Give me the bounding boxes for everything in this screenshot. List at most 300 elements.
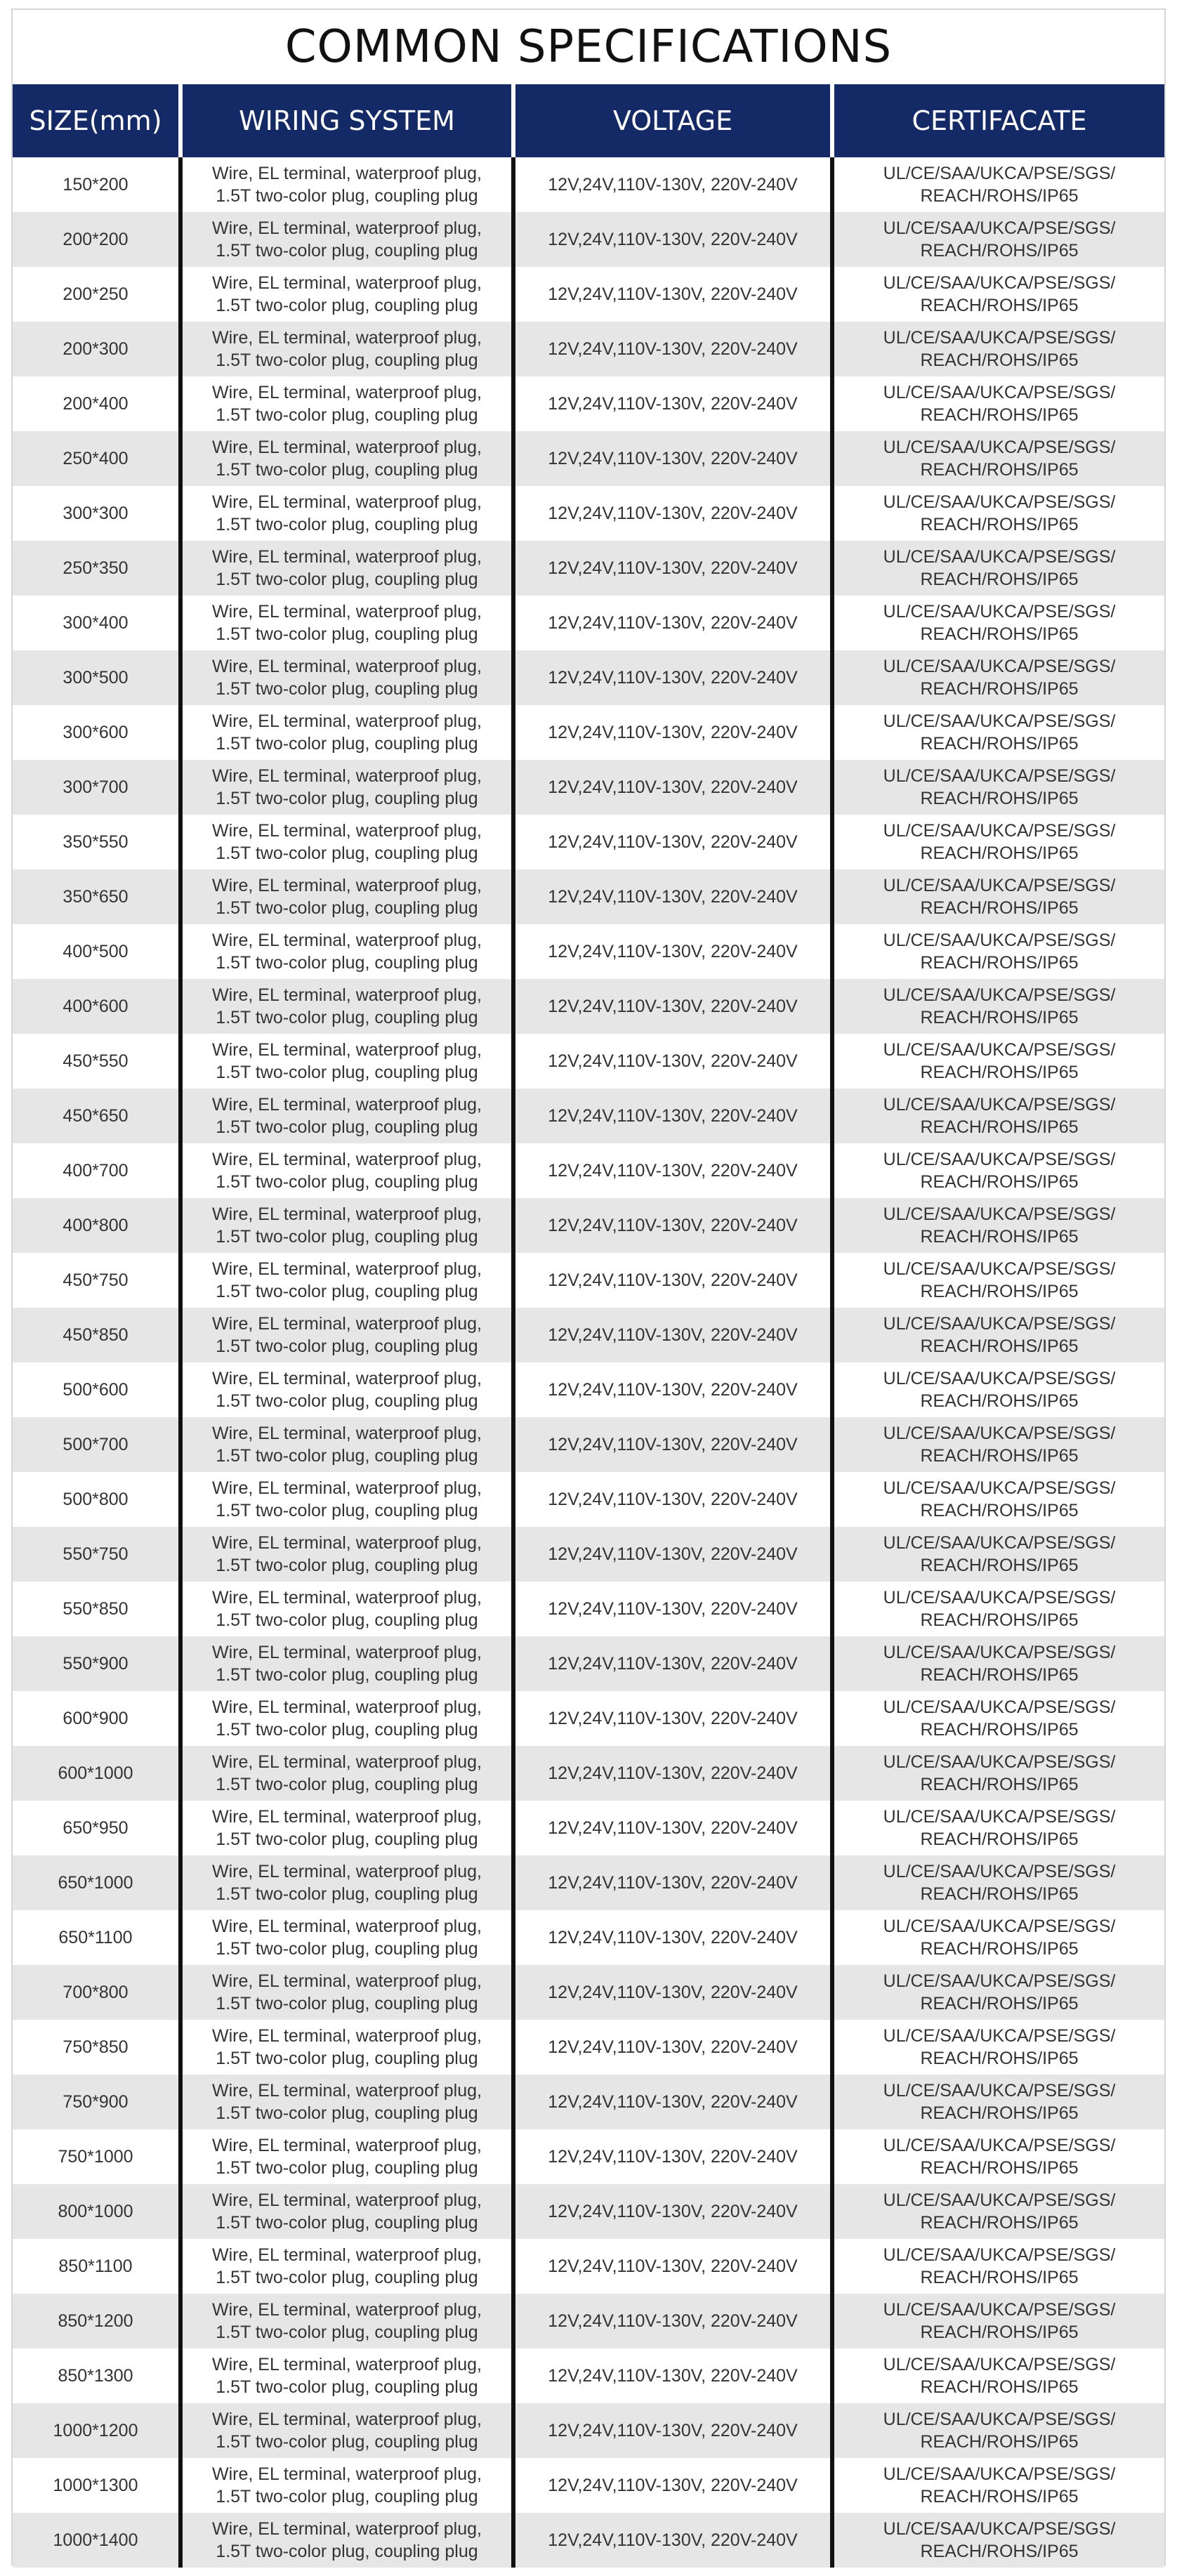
certificate-line-1: UL/CE/SAA/UKCA/PSE/SGS/ [883, 164, 1116, 183]
certificate-line-2: REACH/ROHS/IP65 [920, 1610, 1079, 1630]
size-cell: 850*1100 [13, 2239, 180, 2294]
certificate-line-2: REACH/ROHS/IP65 [920, 1063, 1079, 1082]
certificate-cell [832, 212, 1164, 267]
certificate-cell [832, 760, 1164, 815]
wiring-system-cell [180, 705, 513, 760]
certificate-cell [832, 1198, 1164, 1253]
certificate-cell [832, 1308, 1164, 1362]
wiring-line-2: 1.5T two-color plug, coupling plug [216, 2268, 478, 2287]
certificate-line-1: UL/CE/SAA/UKCA/PSE/SGS/ [883, 2190, 1116, 2210]
certificate-line-1: UL/CE/SAA/UKCA/PSE/SGS/ [883, 1095, 1116, 1115]
wiring-system-cell [180, 1527, 513, 1582]
certificate-line-1: UL/CE/SAA/UKCA/PSE/SGS/ [883, 1643, 1116, 1662]
wiring-system-cell [180, 2403, 513, 2458]
wiring-system-cell [180, 815, 513, 869]
certificate-cell [832, 1636, 1164, 1691]
certificate-cell [832, 869, 1164, 924]
table-row [13, 2020, 1164, 2075]
wiring-line-2: 1.5T two-color plug, coupling plug [216, 2103, 478, 2123]
wiring-line-2: 1.5T two-color plug, coupling plug [216, 1829, 478, 1849]
wiring-line-2: 1.5T two-color plug, coupling plug [216, 1063, 478, 1082]
wiring-line-1: Wire, EL terminal, waterproof plug, [212, 1862, 482, 1881]
wiring-line-1: Wire, EL terminal, waterproof plug, [212, 1533, 482, 1553]
wiring-line-1: Wire, EL terminal, waterproof plug, [212, 1752, 482, 1772]
certificate-line-2: REACH/ROHS/IP65 [920, 1665, 1079, 1685]
header-certificate: CERTIFACATE [832, 84, 1164, 157]
certificate-line-1: UL/CE/SAA/UKCA/PSE/SGS/ [883, 1971, 1116, 1991]
wiring-line-1: Wire, EL terminal, waterproof plug, [212, 657, 482, 676]
certificate-line-2: REACH/ROHS/IP65 [920, 2213, 1079, 2233]
certificate-cell [832, 1746, 1164, 1801]
voltage-cell: 12V,24V,110V-130V, 220V-240V [513, 815, 832, 869]
wiring-line-2: 1.5T two-color plug, coupling plug [216, 679, 478, 699]
voltage-cell: 12V,24V,110V-130V, 220V-240V [513, 596, 832, 650]
certificate-cell [832, 924, 1164, 979]
wiring-line-1: Wire, EL terminal, waterproof plug, [212, 1971, 482, 1991]
certificate-cell [832, 1910, 1164, 1965]
certificate-cell [832, 431, 1164, 486]
table-row [13, 1198, 1164, 1253]
certificate-line-1: UL/CE/SAA/UKCA/PSE/SGS/ [883, 1150, 1116, 1169]
voltage-cell: 12V,24V,110V-130V, 220V-240V [513, 157, 832, 212]
table-row [13, 1362, 1164, 1417]
wiring-line-2: 1.5T two-color plug, coupling plug [216, 1282, 478, 1301]
voltage-cell: 12V,24V,110V-130V, 220V-240V [513, 2513, 832, 2568]
wiring-system-cell [180, 1746, 513, 1801]
wiring-line-1: Wire, EL terminal, waterproof plug, [212, 218, 482, 238]
table-row [13, 322, 1164, 376]
certificate-cell [832, 1582, 1164, 1636]
certificate-line-2: REACH/ROHS/IP65 [920, 2377, 1079, 2397]
wiring-line-1: Wire, EL terminal, waterproof plug, [212, 1204, 482, 1224]
voltage-cell: 12V,24V,110V-130V, 220V-240V [513, 1253, 832, 1308]
voltage-cell: 12V,24V,110V-130V, 220V-240V [513, 431, 832, 486]
table-row [13, 1143, 1164, 1198]
certificate-line-2: REACH/ROHS/IP65 [920, 734, 1079, 754]
certificate-line-1: UL/CE/SAA/UKCA/PSE/SGS/ [883, 1752, 1116, 1772]
certificate-line-1: UL/CE/SAA/UKCA/PSE/SGS/ [883, 876, 1116, 895]
size-cell: 200*250 [13, 267, 180, 322]
size-cell: 400*500 [13, 924, 180, 979]
voltage-cell: 12V,24V,110V-130V, 220V-240V [513, 2294, 832, 2348]
wiring-line-2: 1.5T two-color plug, coupling plug [216, 296, 478, 315]
table-row [13, 267, 1164, 322]
voltage-cell: 12V,24V,110V-130V, 220V-240V [513, 2020, 832, 2075]
wiring-line-1: Wire, EL terminal, waterproof plug, [212, 2136, 482, 2155]
certificate-line-2: REACH/ROHS/IP65 [920, 2322, 1079, 2342]
table-row [13, 2075, 1164, 2129]
wiring-line-2: 1.5T two-color plug, coupling plug [216, 1172, 478, 1192]
wiring-line-2: 1.5T two-color plug, coupling plug [216, 1556, 478, 1575]
wiring-line-2: 1.5T two-color plug, coupling plug [216, 1117, 478, 1137]
wiring-line-1: Wire, EL terminal, waterproof plug, [212, 438, 482, 457]
certificate-line-1: UL/CE/SAA/UKCA/PSE/SGS/ [883, 2026, 1116, 2046]
wiring-line-1: Wire, EL terminal, waterproof plug, [212, 383, 482, 402]
certificate-line-1: UL/CE/SAA/UKCA/PSE/SGS/ [883, 2136, 1116, 2155]
size-cell: 150*200 [13, 157, 180, 212]
wiring-line-2: 1.5T two-color plug, coupling plug [216, 1227, 478, 1247]
size-cell: 850*1300 [13, 2348, 180, 2403]
wiring-system-cell [180, 1362, 513, 1417]
size-cell: 250*400 [13, 431, 180, 486]
size-cell: 200*300 [13, 322, 180, 376]
voltage-cell: 12V,24V,110V-130V, 220V-240V [513, 1198, 832, 1253]
spec-sheet [11, 8, 1166, 2565]
wiring-line-1: Wire, EL terminal, waterproof plug, [212, 931, 482, 950]
certificate-line-1: UL/CE/SAA/UKCA/PSE/SGS/ [883, 931, 1116, 950]
certificate-line-2: REACH/ROHS/IP65 [920, 1336, 1079, 1356]
table-row [13, 705, 1164, 760]
wiring-system-cell [180, 1198, 513, 1253]
voltage-cell: 12V,24V,110V-130V, 220V-240V [513, 486, 832, 541]
table-row [13, 431, 1164, 486]
certificate-cell [832, 1034, 1164, 1089]
size-cell: 300*500 [13, 650, 180, 705]
table-row [13, 1527, 1164, 1582]
wiring-system-cell [180, 650, 513, 705]
voltage-cell: 12V,24V,110V-130V, 220V-240V [513, 1143, 832, 1198]
certificate-line-1: UL/CE/SAA/UKCA/PSE/SGS/ [883, 1259, 1116, 1279]
certificate-cell [832, 1253, 1164, 1308]
voltage-cell: 12V,24V,110V-130V, 220V-240V [513, 760, 832, 815]
wiring-system-cell [180, 1855, 513, 1910]
wiring-line-1: Wire, EL terminal, waterproof plug, [212, 492, 482, 512]
table-row [13, 1691, 1164, 1746]
wiring-system-cell [180, 1910, 513, 1965]
voltage-cell: 12V,24V,110V-130V, 220V-240V [513, 376, 832, 431]
certificate-cell [832, 1472, 1164, 1527]
size-cell: 450*650 [13, 1089, 180, 1143]
wiring-line-2: 1.5T two-color plug, coupling plug [216, 1775, 478, 1794]
certificate-line-1: UL/CE/SAA/UKCA/PSE/SGS/ [883, 2300, 1116, 2320]
table-row [13, 2458, 1164, 2513]
certificate-line-1: UL/CE/SAA/UKCA/PSE/SGS/ [883, 273, 1116, 293]
wiring-line-1: Wire, EL terminal, waterproof plug, [212, 1643, 482, 1662]
certificate-line-2: REACH/ROHS/IP65 [920, 570, 1079, 589]
certificate-line-2: REACH/ROHS/IP65 [920, 1720, 1079, 1740]
wiring-system-cell [180, 1308, 513, 1362]
certificate-cell [832, 2403, 1164, 2458]
table-row [13, 1253, 1164, 1308]
wiring-line-1: Wire, EL terminal, waterproof plug, [212, 164, 482, 183]
wiring-line-1: Wire, EL terminal, waterproof plug, [212, 1259, 482, 1279]
wiring-line-2: 1.5T two-color plug, coupling plug [216, 1994, 478, 2013]
spec-table [13, 84, 1164, 2568]
certificate-line-2: REACH/ROHS/IP65 [920, 2103, 1079, 2123]
size-cell: 200*400 [13, 376, 180, 431]
wiring-line-1: Wire, EL terminal, waterproof plug, [212, 2464, 482, 2484]
size-cell: 450*850 [13, 1308, 180, 1362]
table-row [13, 869, 1164, 924]
size-cell: 550*850 [13, 1582, 180, 1636]
certificate-line-2: REACH/ROHS/IP65 [920, 679, 1079, 699]
wiring-line-2: 1.5T two-color plug, coupling plug [216, 2213, 478, 2233]
certificate-cell [832, 1417, 1164, 1472]
wiring-system-cell [180, 1253, 513, 1308]
certificate-line-1: UL/CE/SAA/UKCA/PSE/SGS/ [883, 1862, 1116, 1881]
certificate-line-2: REACH/ROHS/IP65 [920, 2432, 1079, 2452]
certificate-cell [832, 979, 1164, 1034]
wiring-system-cell [180, 596, 513, 650]
voltage-cell: 12V,24V,110V-130V, 220V-240V [513, 1308, 832, 1362]
size-cell: 650*1100 [13, 1910, 180, 1965]
wiring-line-2: 1.5T two-color plug, coupling plug [216, 350, 478, 370]
wiring-line-1: Wire, EL terminal, waterproof plug, [212, 1697, 482, 1717]
wiring-line-2: 1.5T two-color plug, coupling plug [216, 1720, 478, 1740]
certificate-line-1: UL/CE/SAA/UKCA/PSE/SGS/ [883, 1533, 1116, 1553]
certificate-line-2: REACH/ROHS/IP65 [920, 1391, 1079, 1411]
certificate-line-1: UL/CE/SAA/UKCA/PSE/SGS/ [883, 1204, 1116, 1224]
size-cell: 500*700 [13, 1417, 180, 1472]
wiring-line-2: 1.5T two-color plug, coupling plug [216, 405, 478, 425]
table-row [13, 979, 1164, 1034]
table-row [13, 1034, 1164, 1089]
size-cell: 1000*1200 [13, 2403, 180, 2458]
wiring-line-1: Wire, EL terminal, waterproof plug, [212, 2300, 482, 2320]
spec-table-body [13, 157, 1164, 2568]
size-cell: 650*950 [13, 1801, 180, 1855]
voltage-cell: 12V,24V,110V-130V, 220V-240V [513, 2403, 832, 2458]
wiring-line-2: 1.5T two-color plug, coupling plug [216, 953, 478, 973]
certificate-cell [832, 2458, 1164, 2513]
wiring-line-1: Wire, EL terminal, waterproof plug, [212, 1588, 482, 1608]
voltage-cell: 12V,24V,110V-130V, 220V-240V [513, 979, 832, 1034]
wiring-system-cell [180, 322, 513, 376]
voltage-cell: 12V,24V,110V-130V, 220V-240V [513, 1746, 832, 1801]
certificate-line-1: UL/CE/SAA/UKCA/PSE/SGS/ [883, 1697, 1116, 1717]
size-cell: 1000*1400 [13, 2513, 180, 2568]
certificate-line-1: UL/CE/SAA/UKCA/PSE/SGS/ [883, 2410, 1116, 2429]
size-cell: 500*600 [13, 1362, 180, 1417]
wiring-line-1: Wire, EL terminal, waterproof plug, [212, 2081, 482, 2101]
certificate-line-2: REACH/ROHS/IP65 [920, 296, 1079, 315]
wiring-line-2: 1.5T two-color plug, coupling plug [216, 1610, 478, 1630]
wiring-line-2: 1.5T two-color plug, coupling plug [216, 1501, 478, 1520]
wiring-line-2: 1.5T two-color plug, coupling plug [216, 1008, 478, 1027]
certificate-cell [832, 157, 1164, 212]
certificate-line-2: REACH/ROHS/IP65 [920, 898, 1079, 918]
wiring-system-cell [180, 1965, 513, 2020]
wiring-system-cell [180, 1801, 513, 1855]
size-cell: 350*550 [13, 815, 180, 869]
wiring-line-1: Wire, EL terminal, waterproof plug, [212, 1369, 482, 1388]
wiring-line-2: 1.5T two-color plug, coupling plug [216, 2322, 478, 2342]
size-cell: 300*300 [13, 486, 180, 541]
certificate-cell [832, 267, 1164, 322]
wiring-line-1: Wire, EL terminal, waterproof plug, [212, 2245, 482, 2265]
certificate-line-2: REACH/ROHS/IP65 [920, 2542, 1079, 2561]
wiring-system-cell [180, 1582, 513, 1636]
wiring-line-1: Wire, EL terminal, waterproof plug, [212, 273, 482, 293]
wiring-line-1: Wire, EL terminal, waterproof plug, [212, 766, 482, 786]
voltage-cell: 12V,24V,110V-130V, 220V-240V [513, 1362, 832, 1417]
voltage-cell: 12V,24V,110V-130V, 220V-240V [513, 1417, 832, 1472]
table-row [13, 596, 1164, 650]
size-cell: 300*400 [13, 596, 180, 650]
wiring-system-cell [180, 1691, 513, 1746]
voltage-cell: 12V,24V,110V-130V, 220V-240V [513, 2129, 832, 2184]
certificate-line-2: REACH/ROHS/IP65 [920, 1446, 1079, 1466]
voltage-cell: 12V,24V,110V-130V, 220V-240V [513, 1089, 832, 1143]
table-row [13, 1910, 1164, 1965]
table-row [13, 2294, 1164, 2348]
size-cell: 1000*1300 [13, 2458, 180, 2513]
wiring-line-2: 1.5T two-color plug, coupling plug [216, 734, 478, 754]
size-cell: 550*750 [13, 1527, 180, 1582]
wiring-system-cell [180, 212, 513, 267]
size-cell: 400*800 [13, 1198, 180, 1253]
wiring-system-cell [180, 1417, 513, 1472]
certificate-line-2: REACH/ROHS/IP65 [920, 789, 1079, 808]
size-cell: 750*850 [13, 2020, 180, 2075]
wiring-system-cell [180, 2294, 513, 2348]
wiring-system-cell [180, 2239, 513, 2294]
wiring-system-cell [180, 1034, 513, 1089]
certificate-line-1: UL/CE/SAA/UKCA/PSE/SGS/ [883, 1424, 1116, 1443]
voltage-cell: 12V,24V,110V-130V, 220V-240V [513, 924, 832, 979]
wiring-system-cell [180, 486, 513, 541]
wiring-system-cell [180, 869, 513, 924]
certificate-cell [832, 486, 1164, 541]
page-title: COMMON SPECIFICATIONS [284, 21, 893, 73]
certificate-cell [832, 2020, 1164, 2075]
wiring-system-cell [180, 431, 513, 486]
wiring-line-1: Wire, EL terminal, waterproof plug, [212, 2190, 482, 2210]
wiring-line-1: Wire, EL terminal, waterproof plug, [212, 2410, 482, 2429]
size-cell: 600*900 [13, 1691, 180, 1746]
certificate-cell [832, 2348, 1164, 2403]
certificate-cell [832, 1801, 1164, 1855]
certificate-cell [832, 541, 1164, 596]
size-cell: 300*600 [13, 705, 180, 760]
wiring-line-2: 1.5T two-color plug, coupling plug [216, 186, 478, 206]
certificate-line-2: REACH/ROHS/IP65 [920, 1994, 1079, 2013]
certificate-cell [832, 2513, 1164, 2568]
voltage-cell: 12V,24V,110V-130V, 220V-240V [513, 212, 832, 267]
certificate-line-2: REACH/ROHS/IP65 [920, 1775, 1079, 1794]
certificate-line-1: UL/CE/SAA/UKCA/PSE/SGS/ [883, 821, 1116, 841]
certificate-line-2: REACH/ROHS/IP65 [920, 1556, 1079, 1575]
table-row [13, 2129, 1164, 2184]
wiring-line-2: 1.5T two-color plug, coupling plug [216, 2158, 478, 2178]
certificate-line-1: UL/CE/SAA/UKCA/PSE/SGS/ [883, 492, 1116, 512]
wiring-line-1: Wire, EL terminal, waterproof plug, [212, 1478, 482, 1498]
wiring-line-2: 1.5T two-color plug, coupling plug [216, 570, 478, 589]
certificate-cell [832, 1965, 1164, 2020]
certificate-line-2: REACH/ROHS/IP65 [920, 1172, 1079, 1192]
voltage-cell: 12V,24V,110V-130V, 220V-240V [513, 1472, 832, 1527]
certificate-line-1: UL/CE/SAA/UKCA/PSE/SGS/ [883, 1314, 1116, 1334]
table-row [13, 2513, 1164, 2568]
table-row [13, 924, 1164, 979]
table-row [13, 1089, 1164, 1143]
certificate-line-1: UL/CE/SAA/UKCA/PSE/SGS/ [883, 657, 1116, 676]
wiring-line-2: 1.5T two-color plug, coupling plug [216, 789, 478, 808]
certificate-line-2: REACH/ROHS/IP65 [920, 1227, 1079, 1247]
wiring-line-1: Wire, EL terminal, waterproof plug, [212, 2519, 482, 2539]
wiring-system-cell [180, 376, 513, 431]
table-row [13, 486, 1164, 541]
wiring-system-cell [180, 2458, 513, 2513]
certificate-cell [832, 2129, 1164, 2184]
wiring-line-2: 1.5T two-color plug, coupling plug [216, 515, 478, 534]
voltage-cell: 12V,24V,110V-130V, 220V-240V [513, 705, 832, 760]
size-cell: 250*350 [13, 541, 180, 596]
certificate-line-1: UL/CE/SAA/UKCA/PSE/SGS/ [883, 328, 1116, 348]
wiring-system-cell [180, 979, 513, 1034]
voltage-cell: 12V,24V,110V-130V, 220V-240V [513, 1801, 832, 1855]
voltage-cell: 12V,24V,110V-130V, 220V-240V [513, 1034, 832, 1089]
wiring-system-cell [180, 157, 513, 212]
certificate-line-1: UL/CE/SAA/UKCA/PSE/SGS/ [883, 2245, 1116, 2265]
wiring-system-cell [180, 1143, 513, 1198]
certificate-line-1: UL/CE/SAA/UKCA/PSE/SGS/ [883, 2081, 1116, 2101]
certificate-line-2: REACH/ROHS/IP65 [920, 186, 1079, 206]
voltage-cell: 12V,24V,110V-130V, 220V-240V [513, 869, 832, 924]
voltage-cell: 12V,24V,110V-130V, 220V-240V [513, 541, 832, 596]
certificate-line-1: UL/CE/SAA/UKCA/PSE/SGS/ [883, 2355, 1116, 2374]
wiring-line-1: Wire, EL terminal, waterproof plug, [212, 985, 482, 1005]
table-row [13, 1855, 1164, 1910]
table-row [13, 541, 1164, 596]
wiring-line-2: 1.5T two-color plug, coupling plug [216, 1939, 478, 1959]
certificate-line-1: UL/CE/SAA/UKCA/PSE/SGS/ [883, 766, 1116, 786]
size-cell: 800*1000 [13, 2184, 180, 2239]
wiring-system-cell [180, 760, 513, 815]
wiring-line-2: 1.5T two-color plug, coupling plug [216, 843, 478, 863]
certificate-line-2: REACH/ROHS/IP65 [920, 2268, 1079, 2287]
certificate-line-2: REACH/ROHS/IP65 [920, 1282, 1079, 1301]
voltage-cell: 12V,24V,110V-130V, 220V-240V [513, 2239, 832, 2294]
wiring-line-2: 1.5T two-color plug, coupling plug [216, 2542, 478, 2561]
certificate-cell [832, 2184, 1164, 2239]
wiring-line-1: Wire, EL terminal, waterproof plug, [212, 711, 482, 731]
wiring-line-2: 1.5T two-color plug, coupling plug [216, 1884, 478, 1904]
wiring-system-cell [180, 2348, 513, 2403]
certificate-line-1: UL/CE/SAA/UKCA/PSE/SGS/ [883, 1478, 1116, 1498]
voltage-cell: 12V,24V,110V-130V, 220V-240V [513, 2184, 832, 2239]
certificate-cell [832, 650, 1164, 705]
certificate-cell [832, 2239, 1164, 2294]
table-row [13, 1746, 1164, 1801]
size-cell: 450*550 [13, 1034, 180, 1089]
wiring-line-1: Wire, EL terminal, waterproof plug, [212, 876, 482, 895]
size-cell: 400*700 [13, 1143, 180, 1198]
wiring-system-cell [180, 2075, 513, 2129]
wiring-system-cell [180, 1472, 513, 1527]
certificate-line-2: REACH/ROHS/IP65 [920, 2049, 1079, 2068]
wiring-system-cell [180, 924, 513, 979]
table-row [13, 376, 1164, 431]
wiring-line-1: Wire, EL terminal, waterproof plug, [212, 1040, 482, 1060]
wiring-line-1: Wire, EL terminal, waterproof plug, [212, 2026, 482, 2046]
certificate-line-2: REACH/ROHS/IP65 [920, 953, 1079, 973]
certificate-line-1: UL/CE/SAA/UKCA/PSE/SGS/ [883, 383, 1116, 402]
wiring-line-2: 1.5T two-color plug, coupling plug [216, 1446, 478, 1466]
certificate-line-2: REACH/ROHS/IP65 [920, 1501, 1079, 1520]
voltage-cell: 12V,24V,110V-130V, 220V-240V [513, 322, 832, 376]
wiring-line-1: Wire, EL terminal, waterproof plug, [212, 1807, 482, 1827]
wiring-line-2: 1.5T two-color plug, coupling plug [216, 898, 478, 918]
wiring-line-2: 1.5T two-color plug, coupling plug [216, 2432, 478, 2452]
voltage-cell: 12V,24V,110V-130V, 220V-240V [513, 2075, 832, 2129]
certificate-line-2: REACH/ROHS/IP65 [920, 405, 1079, 425]
certificate-line-1: UL/CE/SAA/UKCA/PSE/SGS/ [883, 985, 1116, 1005]
certificate-line-1: UL/CE/SAA/UKCA/PSE/SGS/ [883, 1369, 1116, 1388]
certificate-line-1: UL/CE/SAA/UKCA/PSE/SGS/ [883, 438, 1116, 457]
size-cell: 350*650 [13, 869, 180, 924]
size-cell: 500*800 [13, 1472, 180, 1527]
